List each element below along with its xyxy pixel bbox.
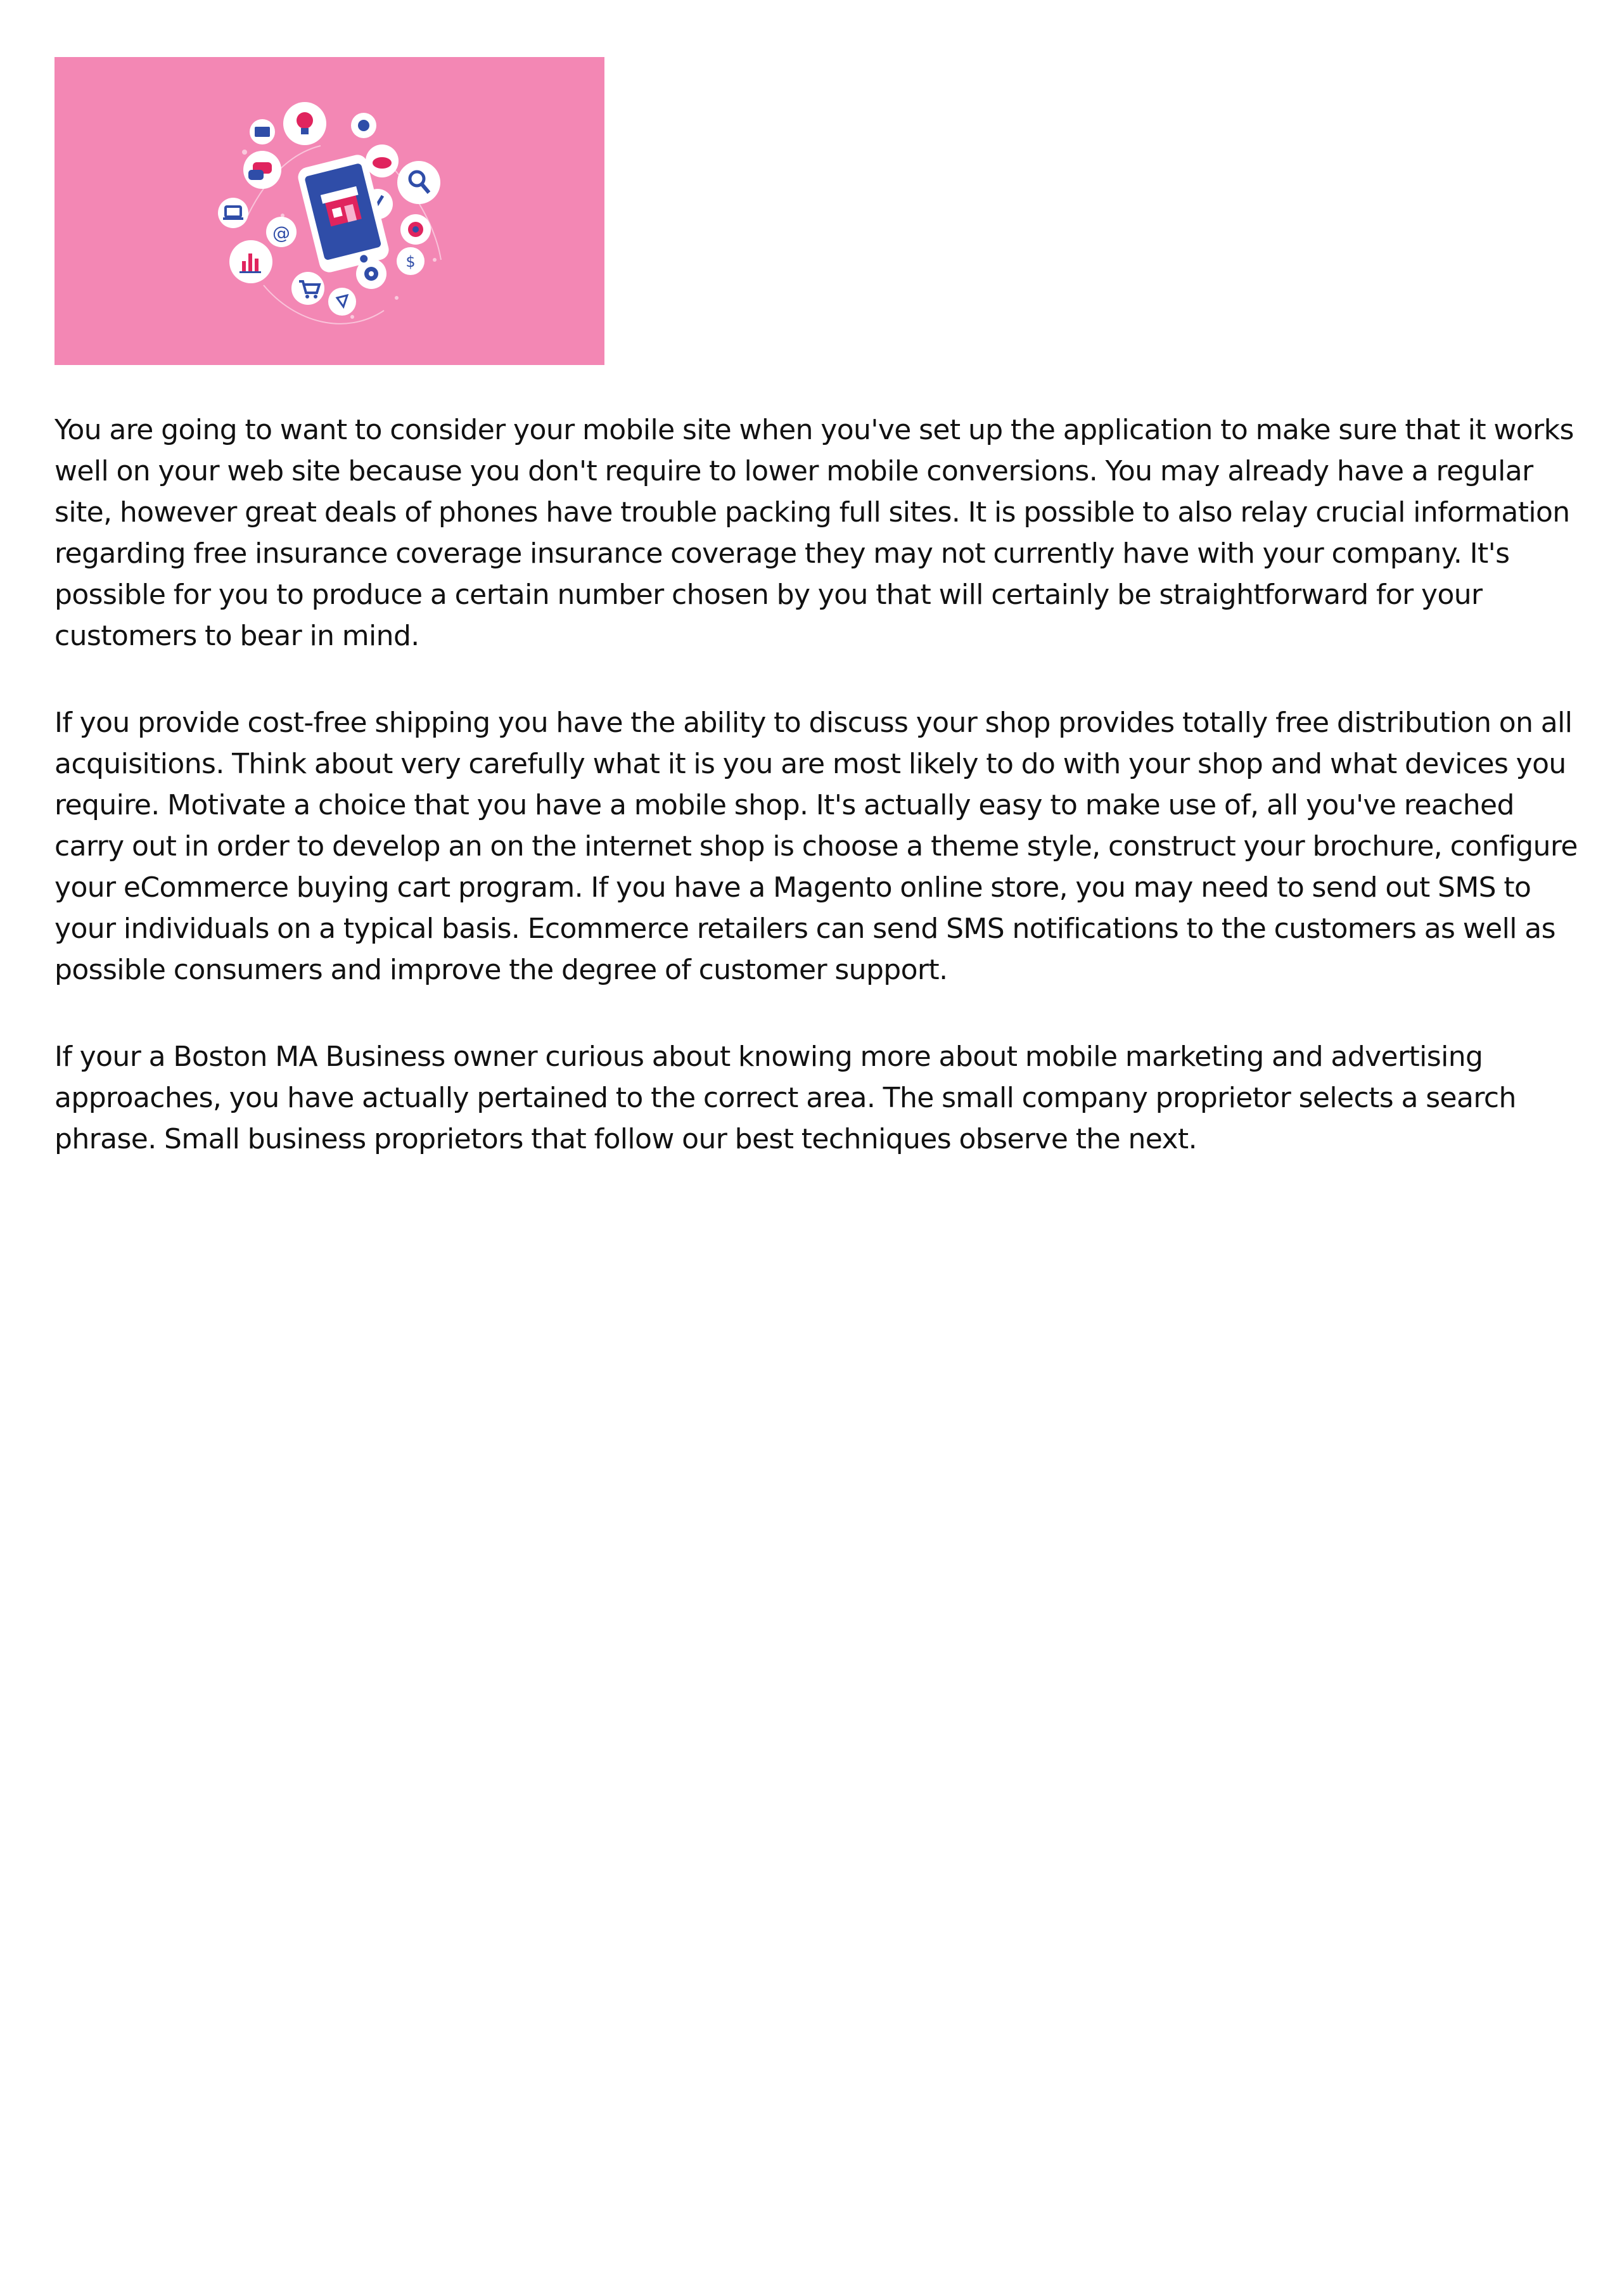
paragraph-3: If your a Boston MA Business owner curious about knowing more about mobile marketing and advertising approaches, you have actually pertained to the correct area. The small company proprietor selects a search phrase. Small business proprietors that follow our best techniques observe the next. — [54, 1041, 1516, 1155]
svg-text:$: $ — [406, 253, 416, 271]
target-small-icon — [351, 113, 376, 138]
mail-icon — [250, 119, 275, 144]
dollar-icon — [397, 247, 425, 275]
share-icon — [328, 288, 356, 316]
article-body — [54, 409, 1581, 1205]
lightbulb-icon — [283, 102, 326, 145]
cloud-icon — [366, 144, 399, 177]
paragraph-1: You are going to want to consider your mobile site when you've set up the application to make sure that it works well on your web site because you don't require to lower mobile conversions. You may already have a regular site, however great deals of phones have trouble packing full sites. It is possible to also relay crucial information regarding free insurance coverage insurance coverage they may not currently have with your company. It's possible for you to produce a certain number chosen by you that will certainly be straightforward for your customers to bear in mind. — [54, 414, 1574, 652]
laptop-icon — [218, 198, 248, 228]
chat-icon — [243, 151, 281, 189]
mobile-commerce-illustration — [54, 57, 604, 365]
chart-icon — [229, 240, 272, 283]
at-sign-icon — [266, 217, 297, 247]
target-icon — [400, 214, 431, 245]
search-icon — [397, 161, 440, 204]
paragraph-2: If you provide cost-free shipping you have the ability to discuss your shop provides totally free distribution on all acquisitions. Think about very carefully what it is you are most likely to do with your shop and what devices you require. Motivate a choice that you have a mobile shop. It's actually easy to make use of, all you've reached carry out in order to develop an on the internet shop is choose a theme style, construct your brochure, configure your eCommerce buying cart program. If you have a Magento online store, you may need to send out SMS to your individuals on a typical basis. Ecommerce retailers can send SMS notifications to the customers as well as possible consumers and improve the degree of customer support. — [54, 707, 1578, 986]
svg-text:@: @ — [272, 222, 290, 243]
hero-image — [54, 57, 604, 365]
cart-icon — [291, 272, 324, 305]
